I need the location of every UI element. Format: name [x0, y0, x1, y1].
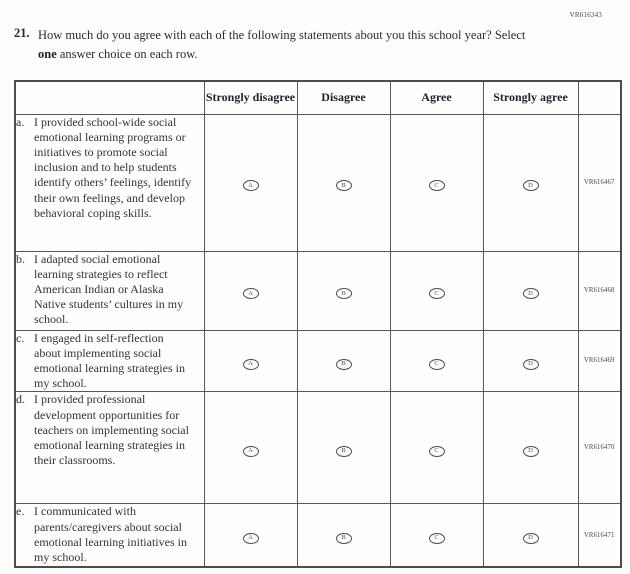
- bubble-strongly-agree[interactable]: D: [523, 288, 539, 299]
- header-row: [15, 81, 621, 114]
- question-number: 21.: [14, 26, 30, 40]
- bubble-strongly-disagree[interactable]: A: [243, 533, 259, 544]
- statement-column-header: [15, 81, 204, 114]
- answer-cell-disagree: [297, 330, 390, 392]
- question-text-part2: answer choice on each row.: [56, 47, 198, 61]
- bubble-strongly-agree[interactable]: D: [523, 359, 539, 370]
- bubble-disagree[interactable]: B: [336, 446, 352, 457]
- statement-cell: [15, 251, 204, 330]
- table-row-b: [15, 251, 621, 330]
- row-letter: a.: [16, 114, 25, 129]
- row-vr-code: VR616467: [578, 114, 621, 251]
- bubble-disagree[interactable]: B: [336, 288, 352, 299]
- question-text-bold: one: [38, 47, 57, 61]
- answer-cell-agree: [390, 251, 483, 330]
- row-letter: d.: [16, 392, 25, 407]
- bubble-agree[interactable]: C: [429, 180, 445, 191]
- row-letter: b.: [16, 251, 25, 266]
- row-letter: e.: [16, 504, 25, 519]
- row-vr-code: VR616470: [578, 392, 621, 504]
- answer-cell-agree: [390, 392, 483, 504]
- answer-cell-strongly-disagree: [204, 392, 297, 504]
- answer-cell-agree: [390, 330, 483, 392]
- bubble-agree[interactable]: C: [429, 359, 445, 370]
- column-header-agree: Agree: [390, 81, 483, 114]
- row-statement: I communicated with parents/caregivers about social emotional learning initiatives in my school.: [34, 504, 187, 564]
- table-row-d: [15, 392, 621, 504]
- answer-cell-strongly-disagree: [204, 251, 297, 330]
- bubble-disagree[interactable]: B: [336, 180, 352, 191]
- agreement-matrix-table: [14, 80, 622, 568]
- answer-cell-strongly-disagree: [204, 114, 297, 251]
- bubble-agree[interactable]: C: [429, 533, 445, 544]
- answer-cell-agree: [390, 504, 483, 567]
- row-vr-code: VR616471: [578, 504, 621, 567]
- answer-cell-disagree: [297, 392, 390, 504]
- bubble-disagree[interactable]: B: [336, 533, 352, 544]
- answer-cell-strongly-agree: [483, 504, 578, 567]
- statement-cell: [15, 504, 204, 567]
- bubble-strongly-agree[interactable]: D: [523, 446, 539, 457]
- answer-cell-disagree: [297, 504, 390, 567]
- answer-cell-disagree: [297, 114, 390, 251]
- answer-cell-strongly-agree: [483, 330, 578, 392]
- table-row-c: [15, 330, 621, 392]
- table-row-e: [15, 504, 621, 567]
- bubble-agree[interactable]: C: [429, 288, 445, 299]
- bubble-strongly-disagree[interactable]: A: [243, 288, 259, 299]
- answer-cell-strongly-disagree: [204, 330, 297, 392]
- answer-cell-strongly-disagree: [204, 504, 297, 567]
- question-text-part1: How much do you agree with each of the following statements about you this school year? Select: [38, 28, 526, 42]
- column-header-strongly-disagree: Strongly disagree: [204, 81, 297, 114]
- bubble-disagree[interactable]: B: [336, 359, 352, 370]
- bubble-strongly-agree[interactable]: D: [523, 533, 539, 544]
- column-header-strongly-agree: Strongly agree: [483, 81, 578, 114]
- column-header-disagree: Disagree: [297, 81, 390, 114]
- vr-code-column-header: [578, 81, 621, 114]
- bubble-strongly-disagree[interactable]: A: [243, 180, 259, 191]
- row-letter: c.: [16, 330, 25, 345]
- row-statement: I engaged in self-reflection about implementing social emotional learning strategies in my school.: [34, 330, 185, 391]
- bubble-agree[interactable]: C: [429, 446, 445, 457]
- table-row-a: [15, 114, 621, 251]
- bubble-strongly-disagree[interactable]: A: [243, 359, 259, 370]
- bubble-strongly-disagree[interactable]: A: [243, 446, 259, 457]
- row-statement: I adapted social emotional learning strategies to reflect American Indian or Alaska Native students’ cultures in my school.: [34, 251, 184, 327]
- row-vr-code: VR616469: [578, 330, 621, 392]
- statement-cell: [15, 392, 204, 504]
- row-statement: I provided professional development opportunities for teachers on implementing social emotional learning strategies in their classrooms.: [34, 392, 189, 468]
- row-vr-code: VR616468: [578, 251, 621, 330]
- statement-cell: [15, 330, 204, 392]
- question-text: [38, 26, 546, 64]
- question-21: [14, 26, 570, 64]
- form-code-top-right: VR616343: [569, 11, 602, 19]
- answer-cell-agree: [390, 114, 483, 251]
- statement-cell: [15, 114, 204, 251]
- row-statement: I provided school-wide social emotional learning programs or initiatives to promote social inclusion and to help students identify others’ feelings, identify their own feelings, and develop behavioral coping skills.: [34, 114, 192, 220]
- answer-cell-strongly-agree: [483, 251, 578, 330]
- answer-cell-strongly-agree: [483, 392, 578, 504]
- answer-cell-disagree: [297, 251, 390, 330]
- answer-cell-strongly-agree: [483, 114, 578, 251]
- bubble-strongly-agree[interactable]: D: [523, 180, 539, 191]
